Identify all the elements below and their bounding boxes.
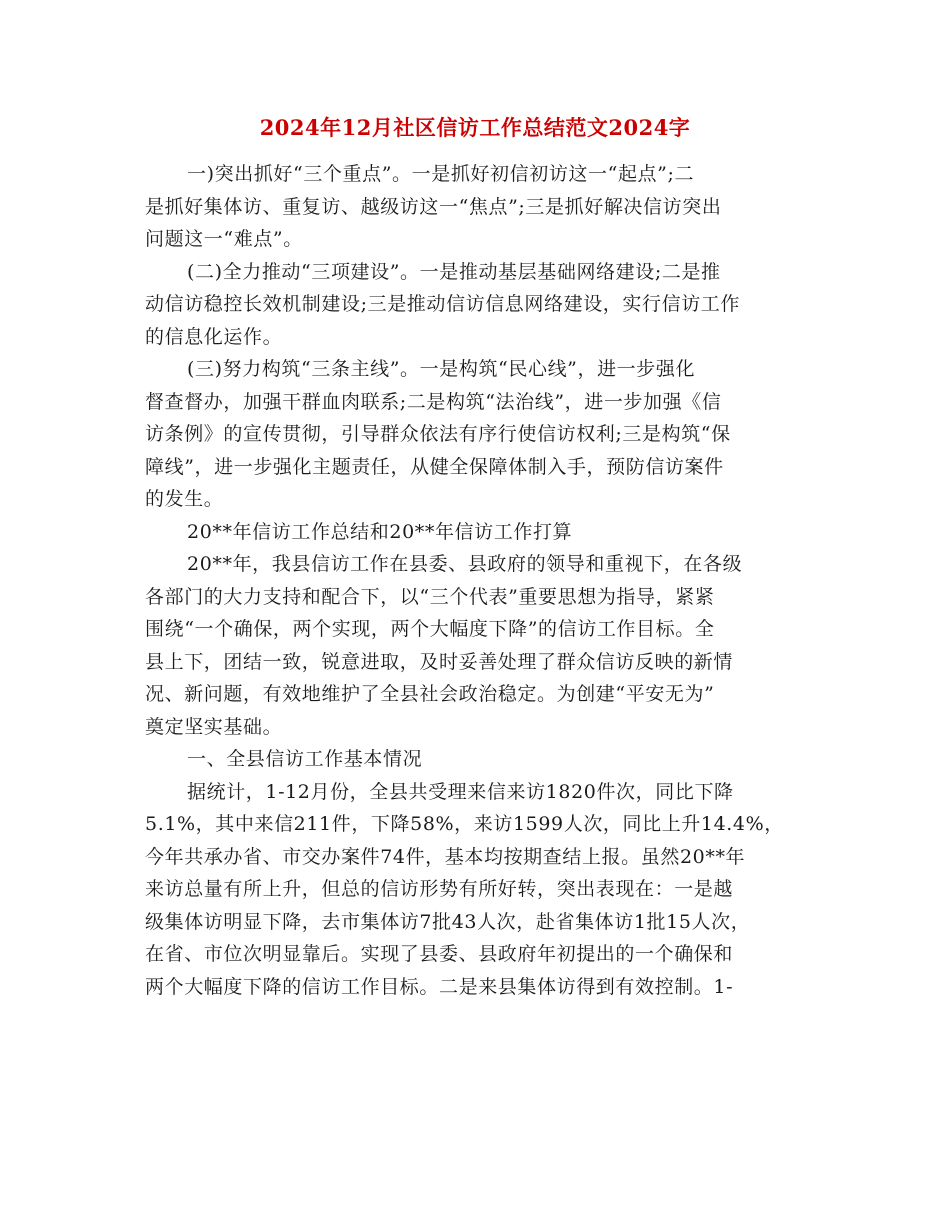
- text-line: (三)努力构筑“三条主线”。一是构筑“民心线”，进一步强化: [187, 358, 696, 380]
- paragraph: [145, 256, 805, 354]
- text-line: 的发生。: [145, 488, 224, 510]
- text-line: 两个大幅度下降的信访工作目标。二是来县集体访得到有效控制。1-: [145, 975, 734, 998]
- text-line: 况、新问题，有效地维护了全县社会政治稳定。为创建“平安无为”: [145, 683, 715, 705]
- text-line: 据统计，1-12月份，全县共受理来信来访1820件次，同比下降: [187, 780, 734, 803]
- text-line: 5.1%，其中来信211件，下降58%，来访1599人次，同比上升14.4%，: [145, 813, 784, 835]
- text-line: 动信访稳控长效机制建设;三是推动信访信息网络建设，实行信访工作: [145, 293, 741, 315]
- text-line: 障线”，进一步强化主题责任，从健全保障体制入手，预防信访案件: [145, 455, 724, 478]
- text-line: 20**年信访工作总结和20**年信访工作打算: [187, 520, 573, 543]
- text-line: 县上下，团结一致，锐意进取，及时妥善处理了群众信访反映的新情: [145, 650, 734, 673]
- text-line: 访条例》的宣传贯彻，引导群众依法有序行使信访权利;三是构筑“保: [145, 423, 731, 445]
- text-line: 在省、市位次明显靠后。实现了县委、县政府年初提出的一个确保和: [145, 943, 734, 965]
- paragraph: [145, 776, 805, 1004]
- text-line: 督查督办，加强干群血肉联系;二是构筑“法治线”，进一步加强《信: [145, 390, 722, 413]
- text-line: 奠定坚实基础。: [145, 715, 283, 738]
- text-line: 是抓好集体访、重复访、越级访这一“焦点”;三是抓好解决信访突出: [145, 195, 722, 218]
- section-heading: [145, 743, 805, 776]
- paragraph: [145, 548, 805, 743]
- paragraph: [145, 158, 805, 256]
- text-line: 级集体访明显下降，去市集体访7批43人次，赴省集体访1批15人次，: [145, 910, 751, 933]
- paragraph: [145, 353, 805, 516]
- text-line: 问题这一“难点”。: [145, 228, 303, 250]
- text-line: 的信息化运作。: [145, 325, 283, 348]
- section-heading: [145, 516, 805, 549]
- document-body: [145, 158, 805, 1003]
- text-line: 20**年，我县信访工作在县委、县政府的领导和重视下，在各级: [187, 553, 743, 575]
- text-line: 各部门的大力支持和配合下，以“三个代表”重要思想为指导，紧紧: [145, 585, 715, 608]
- text-line: 一、全县信访工作基本情况: [187, 748, 423, 770]
- text-line: 围绕“一个确保，两个实现，两个大幅度下降”的信访工作目标。全: [145, 618, 715, 640]
- text-line: 来访总量有所上升，但总的信访形势有所好转，突出表现在：一是越: [145, 878, 734, 900]
- text-line: 一)突出抓好“三个重点”。一是抓好初信初访这一“起点”;二: [187, 163, 695, 185]
- text-line: 今年共承办省、市交办案件74件，基本均按期查结上报。虽然20**年: [145, 845, 746, 868]
- text-line: (二)全力推动“三项建设”。一是推动基层基础网络建设;二是推: [187, 260, 721, 283]
- document-title: 2024年12月社区信访工作总结范文2024字: [259, 115, 691, 140]
